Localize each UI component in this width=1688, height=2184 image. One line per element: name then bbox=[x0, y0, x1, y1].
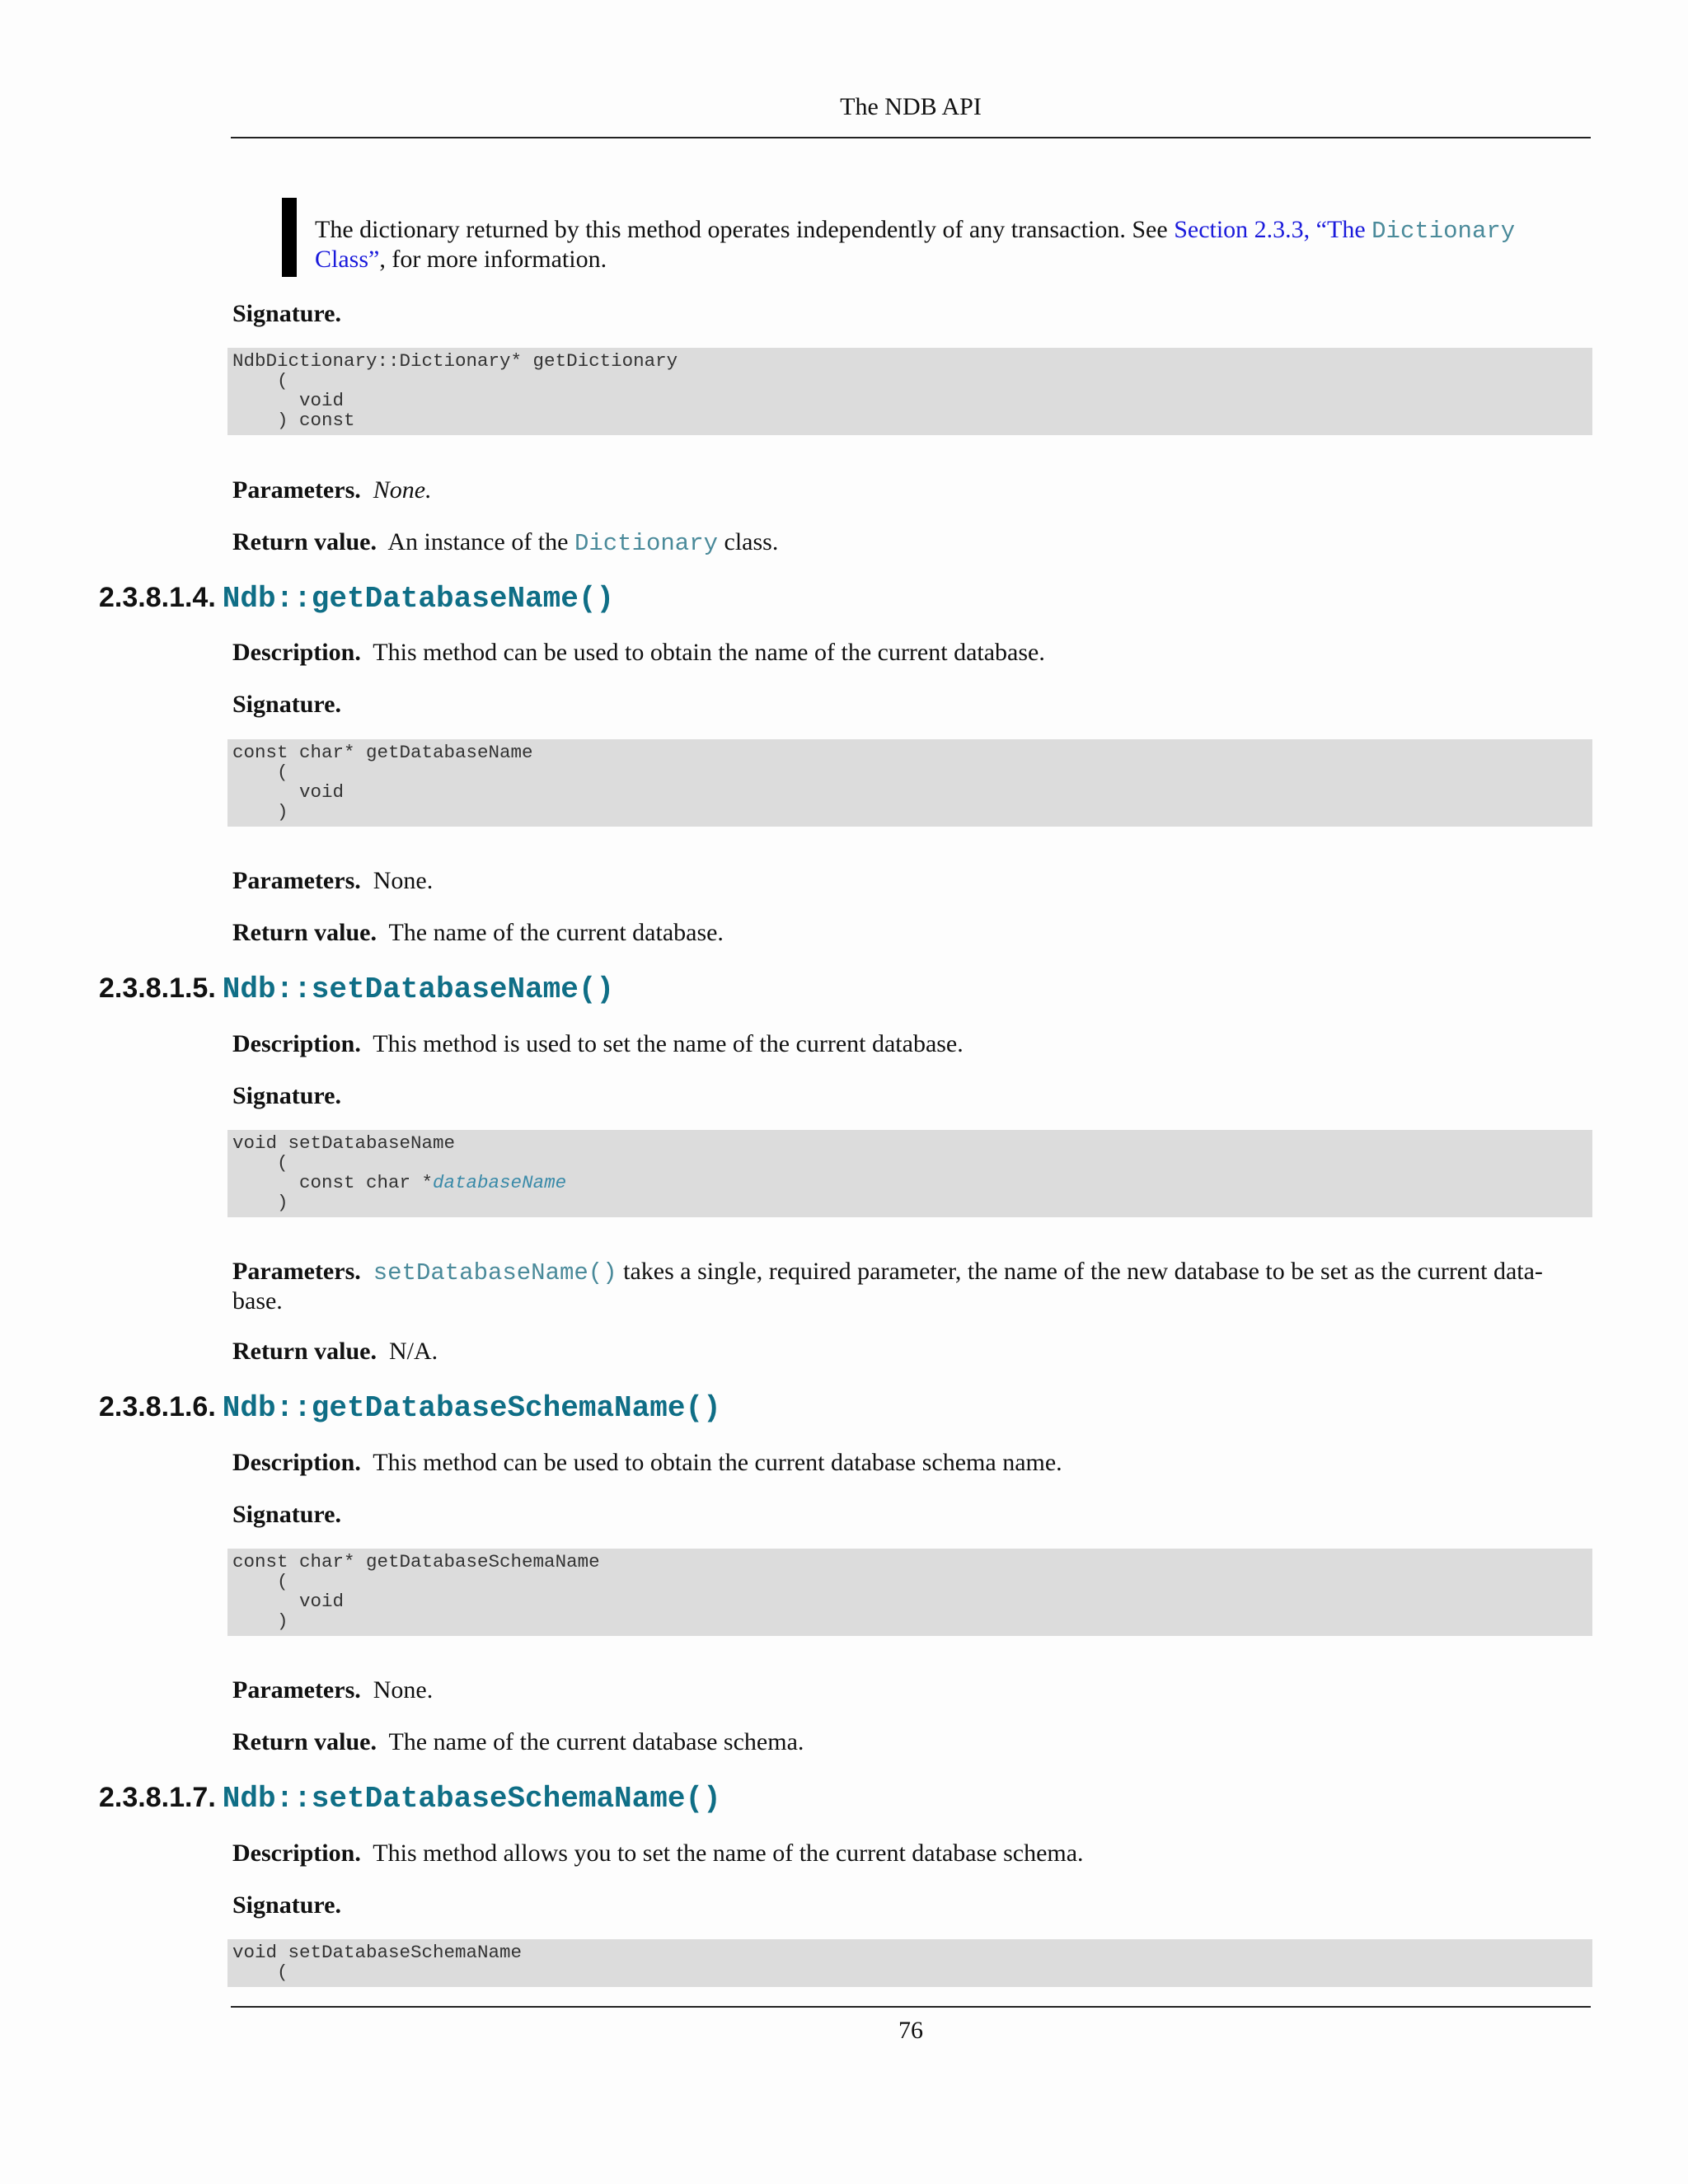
parameters-getdatabaseschemaname: Parameters. None. bbox=[232, 1676, 434, 1704]
return-getdatabasename: Return value. The name of the current database. bbox=[232, 919, 724, 946]
code-block-getdatabaseschemaname: const char* getDatabaseSchemaName ( void ) bbox=[227, 1549, 1592, 1636]
parameters-getdatabasename: Parameters. None. bbox=[232, 867, 434, 894]
section-heading-getdatabasename: 2.3.8.1.4. Ndb::getDatabaseName() bbox=[99, 582, 615, 616]
note-text-before: The dictionary returned by this method operates independently of any transaction. See bbox=[315, 216, 1175, 243]
section-heading-setdatabaseschemaname: 2.3.8.1.7. Ndb::setDatabaseSchemaName() bbox=[99, 1782, 721, 1816]
signature-label: Signature. bbox=[232, 1891, 341, 1919]
note-text-after: , for more information. bbox=[379, 246, 607, 273]
return-getdatabaseschemaname: Return value. The name of the current database schema. bbox=[232, 1728, 804, 1755]
signature-label: Signature. bbox=[232, 1501, 341, 1528]
code-block-setdatabaseschemaname: void setDatabaseSchemaName ( bbox=[227, 1939, 1592, 1987]
description-setdatabaseschemaname: Description. This method allows you to set the name of the current database schema. bbox=[232, 1840, 1084, 1867]
parameters-getdictionary: Parameters. None. bbox=[232, 476, 432, 504]
code-block-setdatabasename: void setDatabaseName ( const char *databaseName ) bbox=[227, 1130, 1592, 1217]
signature-label: Signature. bbox=[232, 300, 341, 327]
footer-rule bbox=[231, 2006, 1591, 2008]
dictionary-class-link[interactable]: Section 2.3.3, “The Dictionary Class” bbox=[315, 216, 1516, 273]
description-getdatabaseschemaname: Description. This method can be used to obtain the current database schema name. bbox=[232, 1449, 1062, 1476]
page-header: The NDB API bbox=[840, 93, 982, 120]
section-heading-getdatabaseschemaname: 2.3.8.1.6. Ndb::getDatabaseSchemaName() bbox=[99, 1391, 721, 1425]
signature-label: Signature. bbox=[232, 1082, 341, 1109]
databasename-param: databaseName bbox=[433, 1172, 567, 1193]
signature-label: Signature. bbox=[232, 691, 341, 718]
description-setdatabasename: Description. This method is used to set the name of the current database. bbox=[232, 1030, 964, 1057]
return-setdatabasename: Return value. N/A. bbox=[232, 1338, 438, 1365]
section-heading-setdatabasename: 2.3.8.1.5. Ndb::setDatabaseName() bbox=[99, 972, 615, 1006]
description-getdatabasename: Description. This method can be used to obtain the name of the current database. bbox=[232, 639, 1045, 666]
note-text bbox=[315, 216, 1584, 274]
setdatabasename-code-link[interactable]: setDatabaseName() bbox=[373, 1259, 617, 1286]
code-block-getdictionary: NdbDictionary::Dictionary* getDictionary ( void ) const bbox=[227, 348, 1592, 435]
header-rule bbox=[231, 137, 1591, 138]
dictionary-code-link[interactable]: Dictionary bbox=[574, 530, 718, 557]
code-block-getdatabasename: const char* getDatabaseName ( void ) bbox=[227, 739, 1592, 827]
page-number: 76 bbox=[898, 2017, 923, 2044]
return-getdictionary: Return value. An instance of the Dictionary class. bbox=[232, 528, 779, 557]
parameters-setdatabasename: Parameters. setDatabaseName() takes a single, required parameter, the name of the new database to be set as the current data-base. bbox=[232, 1258, 1543, 1315]
note-bar bbox=[282, 198, 297, 277]
